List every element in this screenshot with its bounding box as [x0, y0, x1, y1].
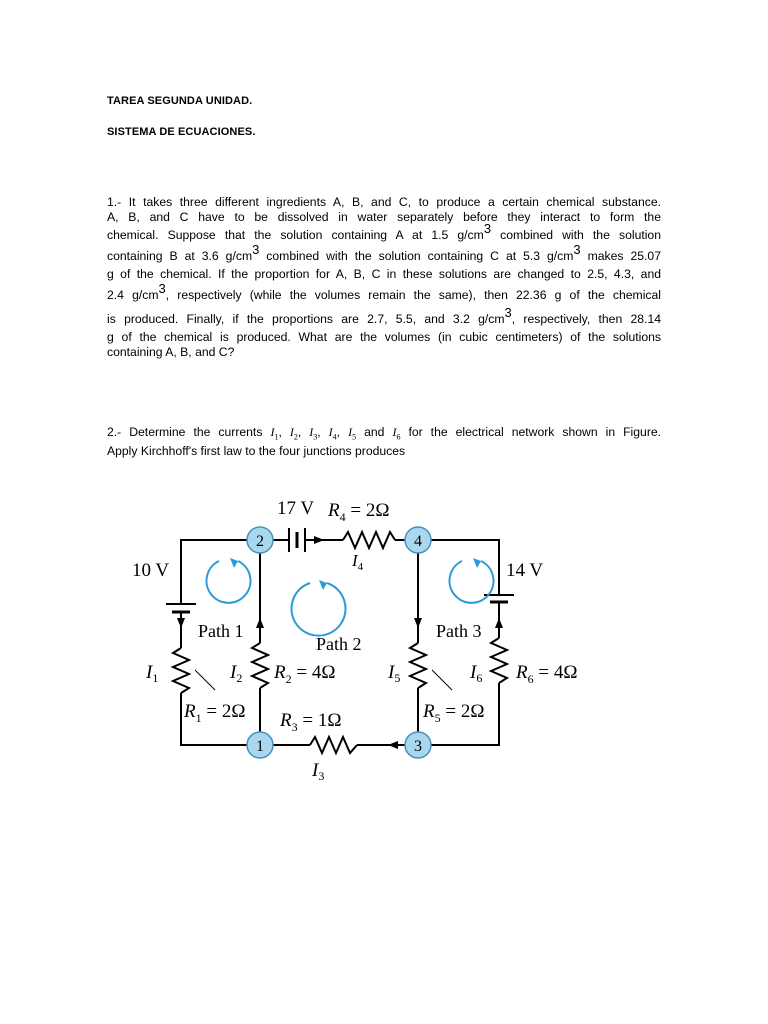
- arrow-icon: [256, 618, 264, 628]
- path-3-label: Path 3: [436, 621, 482, 641]
- problem-1-line: chemical. Suppose that the solution containing A at 1.5 $g/cm^3$ combined with the solution: [107, 221, 661, 242]
- svg-text:2: 2: [256, 533, 264, 550]
- problem-2-line: Apply Kirchhoff's first law to the four junctions produces: [107, 444, 406, 459]
- current-symbol: $I_6$: [392, 425, 401, 442]
- label-i5: $I_5$: [388, 662, 401, 685]
- label-i4: $I_4$: [352, 551, 364, 573]
- resistor-r5: [410, 643, 426, 688]
- arrow-icon: [473, 558, 481, 568]
- svg-text:1: 1: [256, 738, 264, 755]
- label-i2: $I_2$: [230, 662, 243, 685]
- problem-1-line: 2.4 $g/cm^3$, respectively (while the volumes remain the same), then 22.36 g of the chemical: [107, 281, 661, 302]
- current-symbol: $I_5$: [348, 425, 357, 442]
- node-2: [247, 527, 273, 553]
- loop-arrow-path3: [450, 561, 494, 603]
- battery-10v: [166, 604, 196, 612]
- label-r4: $R_4 = 2\Omega$: [328, 500, 390, 524]
- exponent: 3: [252, 242, 260, 257]
- label-14v: 14 V: [506, 560, 544, 581]
- arrow-icon: [414, 618, 422, 628]
- arrow-icon: [388, 741, 398, 749]
- resistor-r6: [491, 638, 507, 683]
- current-symbol: $I_3$: [309, 425, 318, 442]
- problem-2-line: 2.- Determine the currents $I_1$, $I_2$, $I_3$, $I_4$, $I_5$ and $I_6$ for the electrical network shown in Figure.: [107, 425, 662, 442]
- arrow-icon: [495, 618, 503, 628]
- node-1: [247, 732, 273, 758]
- resistor-r1: [173, 648, 189, 693]
- problem-1-line: g of the chemical. If the proportion for A, B, C in these solutions are changed to 2.5, 4.3, and: [107, 267, 661, 281]
- label-i3: $I_3$: [312, 760, 325, 783]
- label-17v: 17 V: [277, 498, 315, 519]
- resistor-r3: [310, 737, 357, 753]
- problem-2-text: [107, 425, 661, 459]
- loop-arrow-path2: [292, 583, 346, 636]
- label-r1: $R_1 = 2\Omega$: [184, 701, 246, 725]
- label-i6: $I_6$: [470, 662, 483, 685]
- resistor-r2: [252, 643, 268, 688]
- problem-1-line: is produced. Finally, if the proportions are 2.7, 5.5, and 3.2 $g/cm^3$, respectively, then 28.14: [107, 305, 661, 326]
- label-r5: $R_5 = 2\Omega$: [423, 701, 485, 725]
- resistor-r4: [343, 532, 395, 548]
- problem-1-text: [107, 195, 661, 360]
- label-10v: 10 V: [132, 560, 170, 581]
- exponent: 3: [483, 221, 492, 236]
- arrow-icon: [319, 580, 327, 590]
- current-symbol: $I_1$: [270, 425, 279, 442]
- problem-1-line: 1.- It takes three different ingredients A, B, and C, to produce a certain chemical substance.: [107, 195, 661, 209]
- problem-1-line: A, B, and C have to be dissolved in water separately before they interact to form the: [107, 210, 661, 224]
- label-r2: $R_2 = 4\Omega$: [274, 662, 336, 686]
- wire: [181, 540, 248, 604]
- assignment-title: TAREA SEGUNDA UNIDAD.: [107, 95, 253, 107]
- node-3: [405, 732, 431, 758]
- problem-1-line: containing A, B, and C?: [107, 345, 235, 359]
- exponent: 3: [504, 305, 512, 320]
- current-symbol: $I_2$: [289, 425, 298, 442]
- problem-1-line: g of the chemical is produced. What are the volumes (in cubic centimeters) of the solutions: [107, 330, 661, 344]
- path-1-label: Path 1: [198, 621, 244, 641]
- arrow-icon: [230, 558, 238, 568]
- assignment-subtitle: SISTEMA DE ECUACIONES.: [107, 126, 256, 138]
- label-r3: $R_3 = 1\Omega$: [280, 710, 342, 734]
- exponent: 3: [158, 281, 166, 296]
- exponent: 3: [573, 242, 581, 257]
- label-r6: $R_6 = 4\Omega$: [516, 662, 578, 686]
- problem-1-line: containing B at 3.6 $g/cm^3$ combined with the solution containing C at 5.3 $g/cm^3$ makes 25.07: [107, 242, 661, 263]
- battery-17v: [289, 528, 305, 552]
- node-4: [405, 527, 431, 553]
- path-2-label: Path 2: [316, 634, 362, 654]
- arrow-icon: [314, 536, 324, 544]
- circuit-diagram: [120, 488, 600, 798]
- svg-text:3: 3: [414, 738, 422, 755]
- current-symbol: $I_4$: [328, 425, 337, 442]
- svg-text:4: 4: [414, 533, 422, 550]
- arrow-icon: [177, 618, 185, 628]
- label-i1: $I_1$: [146, 662, 159, 685]
- loop-arrow-path1: [207, 561, 251, 603]
